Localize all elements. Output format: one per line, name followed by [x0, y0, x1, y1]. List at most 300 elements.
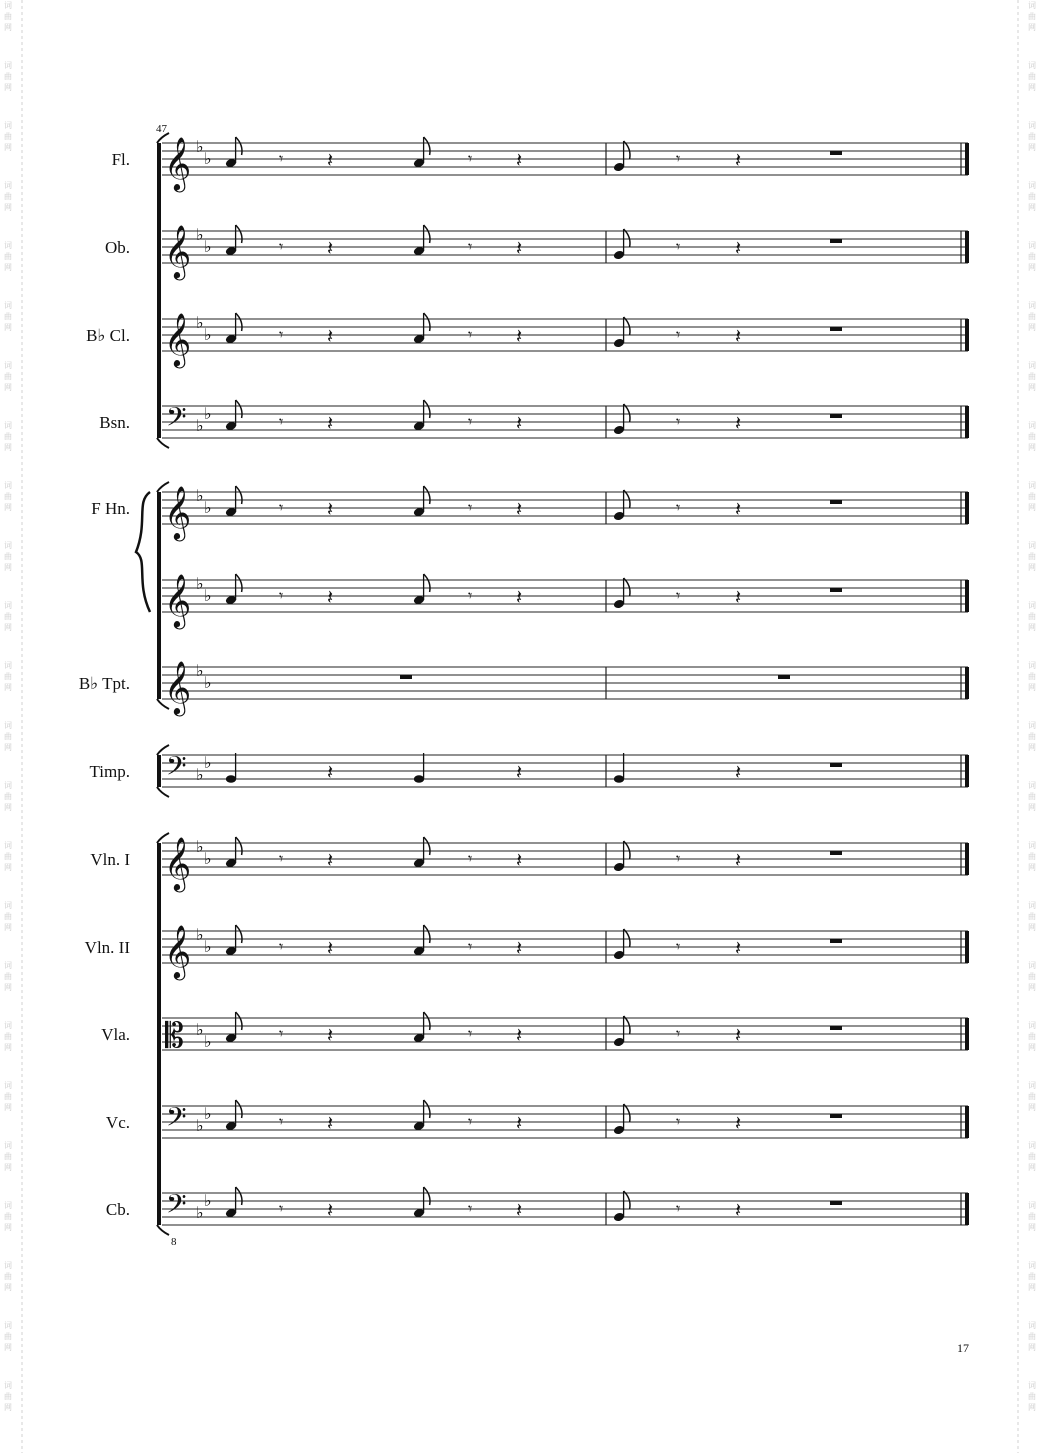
- eighth-rest-icon: 𝄾: [676, 937, 681, 956]
- watermark-char: 词: [1028, 721, 1036, 730]
- note-flag: [236, 837, 242, 855]
- watermark-char: 网: [1028, 983, 1036, 992]
- bass-clef-icon: 𝄢: [166, 401, 187, 439]
- treble-clef-icon: 𝄞: [164, 836, 192, 890]
- flat-icon: ♭: [196, 1020, 204, 1039]
- watermark-char: 曲: [1028, 1212, 1036, 1221]
- eighth-rest-icon: 𝄾: [676, 1024, 681, 1043]
- staff: [99, 400, 968, 439]
- treble-clef-icon: 𝄞: [164, 224, 192, 278]
- measure-number: 47: [156, 123, 167, 135]
- watermark-char: 词: [1028, 541, 1036, 550]
- note-flag: [236, 925, 242, 943]
- watermark-char: 词: [1028, 841, 1036, 850]
- flat-icon: ♭: [204, 849, 212, 868]
- watermark-char: 曲: [4, 552, 12, 561]
- staff: [90, 750, 968, 788]
- watermark-char: 词: [1028, 481, 1036, 490]
- note-flag: [424, 400, 430, 418]
- instrument-label: B♭ Tpt.: [78, 674, 130, 693]
- eighth-rest-icon: 𝄾: [468, 1112, 473, 1131]
- staff: [86, 312, 968, 368]
- whole-rest: [830, 327, 842, 331]
- flat-icon: ♭: [204, 1104, 212, 1123]
- watermark-char: 网: [4, 443, 12, 452]
- notehead: [226, 775, 236, 783]
- watermark-char: 词: [1028, 781, 1036, 790]
- watermark-char: 网: [4, 263, 12, 272]
- flat-icon: ♭: [204, 498, 212, 517]
- note-flag: [624, 490, 630, 508]
- flat-icon: ♭: [196, 486, 204, 505]
- quarter-rest-icon: 𝄽: [516, 1023, 523, 1047]
- bass-clef-icon: 𝄢: [166, 1101, 187, 1139]
- flat-icon: ♭: [196, 661, 204, 680]
- note-flag: [624, 317, 630, 335]
- note-flag: [624, 229, 630, 247]
- watermark-char: 曲: [1028, 192, 1036, 201]
- bass-clef-icon: 𝄢: [166, 1188, 187, 1226]
- quarter-rest-icon: 𝄽: [516, 585, 523, 609]
- watermark-char: 曲: [1028, 852, 1036, 861]
- note-flag: [624, 141, 630, 159]
- treble-clef-icon: 𝄞: [164, 660, 192, 714]
- watermark-char: 曲: [1028, 1152, 1036, 1161]
- note-flag: [624, 841, 630, 859]
- note-flag: [236, 1100, 242, 1118]
- watermark-char: 网: [1028, 683, 1036, 692]
- watermark-char: 词: [1028, 661, 1036, 670]
- watermark-char: 网: [4, 1343, 12, 1352]
- note-flag: [424, 486, 430, 504]
- note-flag: [236, 1012, 242, 1030]
- watermark-char: 网: [1028, 1403, 1036, 1412]
- watermark-char: 网: [1028, 743, 1036, 752]
- watermark-char: 曲: [4, 192, 12, 201]
- flat-icon: ♭: [196, 1203, 204, 1222]
- note-flag: [424, 837, 430, 855]
- eighth-rest-icon: 𝄾: [676, 237, 681, 256]
- watermark-char: 网: [4, 1043, 12, 1052]
- note-flag: [236, 137, 242, 155]
- note-flag: [624, 1104, 630, 1122]
- eighth-rest-icon: 𝄾: [279, 937, 284, 956]
- watermark-char: 网: [4, 1103, 12, 1112]
- watermark-char: 曲: [1028, 552, 1036, 561]
- eighth-rest-icon: 𝄾: [676, 586, 681, 605]
- whole-rest: [400, 675, 412, 679]
- instrument-label: Cb.: [105, 1200, 130, 1219]
- watermark-char: 词: [4, 781, 12, 790]
- watermark-char: 词: [4, 481, 12, 490]
- watermark-char: 曲: [1028, 12, 1036, 21]
- alto-clef-icon: 𝄡: [165, 1016, 184, 1056]
- watermark-char: 曲: [1028, 972, 1036, 981]
- watermark-char: 曲: [4, 852, 12, 861]
- watermark-char: 网: [1028, 1163, 1036, 1172]
- staff: [85, 924, 968, 980]
- watermark-char: 曲: [4, 1272, 12, 1281]
- note-flag: [236, 1187, 242, 1205]
- watermark-char: 词: [1028, 421, 1036, 430]
- watermark-char: 曲: [4, 792, 12, 801]
- watermark-char: 词: [4, 121, 12, 130]
- instrument-label: Vln. II: [84, 938, 130, 957]
- bracket-hook: [157, 787, 169, 797]
- watermark-char: 词: [1028, 601, 1036, 610]
- watermark-char: 曲: [1028, 1092, 1036, 1101]
- watermark-char: 网: [4, 563, 12, 572]
- watermark-char: 曲: [4, 1332, 12, 1341]
- watermark-char: 网: [1028, 203, 1036, 212]
- flat-icon: ♭: [204, 404, 212, 423]
- watermark-char: 网: [1028, 83, 1036, 92]
- watermark-char: 曲: [4, 312, 12, 321]
- bracket-hook: [157, 1225, 169, 1235]
- watermark-char: 词: [1028, 1081, 1036, 1090]
- watermark-char: 词: [4, 1081, 12, 1090]
- eighth-rest-icon: 𝄾: [279, 849, 284, 868]
- watermark-char: 网: [4, 863, 12, 872]
- eighth-rest-icon: 𝄾: [279, 325, 284, 344]
- watermark-char: 曲: [4, 972, 12, 981]
- flat-icon: ♭: [196, 837, 204, 856]
- eighth-rest-icon: 𝄾: [468, 849, 473, 868]
- quarter-rest-icon: 𝄽: [516, 497, 523, 521]
- quarter-rest-icon: 𝄽: [327, 1023, 334, 1047]
- watermark-char: 网: [1028, 1343, 1036, 1352]
- eighth-rest-icon: 𝄾: [279, 149, 284, 168]
- watermark-char: 网: [4, 503, 12, 512]
- watermark-char: 网: [1028, 923, 1036, 932]
- quarter-rest-icon: 𝄽: [735, 497, 742, 521]
- quarter-rest-icon: 𝄽: [327, 760, 334, 784]
- eighth-rest-icon: 𝄾: [468, 1024, 473, 1043]
- quarter-rest-icon: 𝄽: [516, 236, 523, 260]
- watermark-char: 网: [4, 23, 12, 32]
- watermark-char: 曲: [1028, 912, 1036, 921]
- instrument-label: Vln. I: [90, 850, 130, 869]
- quarter-rest-icon: 𝄽: [327, 848, 334, 872]
- flat-icon: ♭: [196, 1116, 204, 1135]
- watermark-char: 网: [1028, 623, 1036, 632]
- watermark-char: 网: [4, 1283, 12, 1292]
- watermark-char: 网: [1028, 263, 1036, 272]
- staff: [162, 573, 968, 629]
- quarter-rest-icon: 𝄽: [735, 1198, 742, 1222]
- watermark-char: 网: [1028, 503, 1036, 512]
- watermark-char: 曲: [1028, 432, 1036, 441]
- flat-icon: ♭: [204, 237, 212, 256]
- watermark-char: 网: [4, 1163, 12, 1172]
- watermark-char: 词: [4, 1141, 12, 1150]
- quarter-rest-icon: 𝄽: [735, 848, 742, 872]
- note-flag: [424, 137, 430, 155]
- whole-rest: [830, 1026, 842, 1030]
- flat-icon: ♭: [196, 137, 204, 156]
- watermark-char: 词: [4, 301, 12, 310]
- note-flag: [424, 574, 430, 592]
- watermark-char: 曲: [4, 732, 12, 741]
- note-flag: [624, 578, 630, 596]
- watermark-char: 网: [1028, 23, 1036, 32]
- eighth-rest-icon: 𝄾: [468, 586, 473, 605]
- watermark-char: 词: [1028, 1381, 1036, 1390]
- staff: [101, 1012, 968, 1056]
- whole-rest: [830, 1114, 842, 1118]
- note-flag: [236, 313, 242, 331]
- whole-rest: [830, 763, 842, 767]
- eighth-rest-icon: 𝄾: [279, 1024, 284, 1043]
- quarter-rest-icon: 𝄽: [735, 1111, 742, 1135]
- flat-icon: ♭: [196, 225, 204, 244]
- watermark-char: 曲: [1028, 1332, 1036, 1341]
- treble-clef-icon: 𝄞: [164, 485, 192, 539]
- quarter-rest-icon: 𝄽: [735, 324, 742, 348]
- watermark-char: 词: [4, 1, 12, 10]
- watermark-char: 曲: [1028, 372, 1036, 381]
- quarter-rest-icon: 𝄽: [516, 760, 523, 784]
- quarter-rest-icon: 𝄽: [516, 1198, 523, 1222]
- watermark-char: 网: [4, 623, 12, 632]
- note-flag: [424, 1100, 430, 1118]
- watermark-char: 曲: [1028, 1392, 1036, 1401]
- note-flag: [236, 486, 242, 504]
- watermark-char: 曲: [1028, 72, 1036, 81]
- note-flag: [424, 313, 430, 331]
- whole-rest: [830, 851, 842, 855]
- quarter-rest-icon: 𝄽: [516, 1111, 523, 1135]
- watermark-char: 曲: [4, 372, 12, 381]
- page-number: 17: [957, 1341, 969, 1355]
- eighth-rest-icon: 𝄾: [468, 412, 473, 431]
- quarter-rest-icon: 𝄽: [735, 1023, 742, 1047]
- whole-rest: [830, 239, 842, 243]
- horn-brace: [136, 492, 150, 612]
- eighth-rest-icon: 𝄾: [279, 1112, 284, 1131]
- eighth-rest-icon: 𝄾: [468, 498, 473, 517]
- watermark-char: 词: [1028, 1261, 1036, 1270]
- watermark-char: 曲: [1028, 312, 1036, 321]
- note-flag: [236, 574, 242, 592]
- quarter-rest-icon: 𝄽: [327, 148, 334, 172]
- watermark-char: 曲: [4, 612, 12, 621]
- eighth-rest-icon: 𝄾: [279, 498, 284, 517]
- flat-icon: ♭: [204, 1191, 212, 1210]
- watermark-char: 词: [1028, 961, 1036, 970]
- quarter-rest-icon: 𝄽: [735, 148, 742, 172]
- watermark-char: 曲: [1028, 732, 1036, 741]
- staves: [79, 136, 968, 1248]
- quarter-rest-icon: 𝄽: [516, 148, 523, 172]
- watermark-char: 曲: [1028, 1272, 1036, 1281]
- bracket-hook: [157, 438, 169, 448]
- watermark-char: 词: [4, 1021, 12, 1030]
- flat-icon: ♭: [204, 149, 212, 168]
- watermark-char: 网: [1028, 1223, 1036, 1232]
- watermark-char: 词: [4, 1381, 12, 1390]
- eighth-rest-icon: 𝄾: [676, 498, 681, 517]
- watermark-char: 网: [1028, 323, 1036, 332]
- watermark-char: 词: [4, 901, 12, 910]
- staff: [91, 485, 968, 541]
- watermark-char: 网: [4, 683, 12, 692]
- quarter-rest-icon: 𝄽: [516, 411, 523, 435]
- quarter-rest-icon: 𝄽: [735, 411, 742, 435]
- watermark-char: 词: [1028, 121, 1036, 130]
- watermark-char: 网: [4, 143, 12, 152]
- watermark-char: 曲: [4, 132, 12, 141]
- octave-mark: 8: [171, 1236, 177, 1248]
- watermark-char: 词: [4, 841, 12, 850]
- watermark-char: 曲: [1028, 792, 1036, 801]
- eighth-rest-icon: 𝄾: [676, 849, 681, 868]
- watermark-char: 词: [4, 181, 12, 190]
- watermark-char: 网: [1028, 863, 1036, 872]
- eighth-rest-icon: 𝄾: [468, 1199, 473, 1218]
- watermark-char: 曲: [1028, 672, 1036, 681]
- watermark-char: 词: [4, 61, 12, 70]
- watermark-char: 网: [4, 983, 12, 992]
- eighth-rest-icon: 𝄾: [279, 1199, 284, 1218]
- watermark-char: 网: [1028, 383, 1036, 392]
- eighth-rest-icon: 𝄾: [279, 237, 284, 256]
- watermark-char: 词: [4, 961, 12, 970]
- quarter-rest-icon: 𝄽: [327, 936, 334, 960]
- note-flag: [424, 1012, 430, 1030]
- flat-icon: ♭: [196, 574, 204, 593]
- watermark-char: 网: [1028, 1103, 1036, 1112]
- watermark-char: 词: [1028, 1201, 1036, 1210]
- quarter-rest-icon: 𝄽: [735, 236, 742, 260]
- watermark-char: 网: [4, 1223, 12, 1232]
- quarter-rest-icon: 𝄽: [516, 324, 523, 348]
- instrument-label: Fl.: [111, 150, 130, 169]
- flat-icon: ♭: [204, 586, 212, 605]
- note-flag: [236, 225, 242, 243]
- watermark-char: 词: [4, 241, 12, 250]
- note-flag: [624, 1191, 630, 1209]
- treble-clef-icon: 𝄞: [164, 136, 192, 190]
- watermark-char: 曲: [1028, 1032, 1036, 1041]
- flat-icon: ♭: [204, 1032, 212, 1051]
- eighth-rest-icon: 𝄾: [468, 237, 473, 256]
- instrument-label: F Hn.: [91, 499, 130, 518]
- watermark-char: 网: [1028, 143, 1036, 152]
- quarter-rest-icon: 𝄽: [327, 1198, 334, 1222]
- watermark-char: 网: [4, 803, 12, 812]
- note-flag: [624, 1016, 630, 1034]
- eighth-rest-icon: 𝄾: [468, 325, 473, 344]
- watermark-char: 网: [4, 203, 12, 212]
- eighth-rest-icon: 𝄾: [279, 412, 284, 431]
- whole-rest: [830, 1201, 842, 1205]
- quarter-rest-icon: 𝄽: [516, 848, 523, 872]
- eighth-rest-icon: 𝄾: [676, 412, 681, 431]
- eighth-rest-icon: 𝄾: [676, 325, 681, 344]
- watermark-char: 词: [1028, 1, 1036, 10]
- watermark-char: 词: [1028, 301, 1036, 310]
- quarter-rest-icon: 𝄽: [327, 497, 334, 521]
- instrument-label: B♭ Cl.: [86, 326, 130, 345]
- quarter-rest-icon: 𝄽: [735, 936, 742, 960]
- eighth-rest-icon: 𝄾: [676, 1199, 681, 1218]
- watermark-char: 网: [1028, 443, 1036, 452]
- staff: [79, 660, 968, 716]
- watermark-char: 网: [1028, 803, 1036, 812]
- quarter-rest-icon: 𝄽: [327, 585, 334, 609]
- whole-rest: [830, 939, 842, 943]
- watermark-char: 词: [4, 1321, 12, 1330]
- watermark-char: 曲: [4, 1392, 12, 1401]
- watermark-char: 曲: [4, 672, 12, 681]
- flat-icon: ♭: [204, 325, 212, 344]
- eighth-rest-icon: 𝄾: [676, 1112, 681, 1131]
- whole-rest: [830, 588, 842, 592]
- watermark-char: 词: [4, 1201, 12, 1210]
- watermark-char: 词: [1028, 181, 1036, 190]
- watermark-char: 曲: [4, 252, 12, 261]
- watermark-char: 词: [1028, 361, 1036, 370]
- watermark-char: 网: [4, 743, 12, 752]
- quarter-rest-icon: 𝄽: [327, 236, 334, 260]
- watermark-char: 曲: [1028, 132, 1036, 141]
- notehead: [414, 775, 424, 783]
- staff: [105, 224, 968, 280]
- bass-clef-icon: 𝄢: [166, 750, 187, 788]
- watermark-char: 曲: [1028, 492, 1036, 501]
- watermark-char: 词: [4, 541, 12, 550]
- watermark-char: 曲: [4, 1092, 12, 1101]
- watermark-char: 曲: [4, 492, 12, 501]
- flat-icon: ♭: [196, 765, 204, 784]
- watermark-char: 曲: [4, 912, 12, 921]
- watermark-char: 词: [4, 421, 12, 430]
- note-flag: [624, 404, 630, 422]
- quarter-rest-icon: 𝄽: [327, 411, 334, 435]
- note-flag: [424, 1187, 430, 1205]
- whole-rest: [830, 414, 842, 418]
- instrument-label: Ob.: [104, 238, 130, 257]
- note-flag: [236, 400, 242, 418]
- flat-icon: ♭: [204, 753, 212, 772]
- eighth-rest-icon: 𝄾: [676, 149, 681, 168]
- note-flag: [424, 925, 430, 943]
- watermark-char: 词: [4, 661, 12, 670]
- watermark-char: 曲: [1028, 612, 1036, 621]
- staff: [112, 136, 968, 192]
- staff: [106, 1187, 968, 1248]
- watermark-char: 词: [1028, 1141, 1036, 1150]
- watermark-char: 网: [4, 383, 12, 392]
- watermark-char: 词: [1028, 1021, 1036, 1030]
- flat-icon: ♭: [196, 416, 204, 435]
- whole-rest: [830, 151, 842, 155]
- watermark-char: 曲: [4, 1152, 12, 1161]
- flat-icon: ♭: [196, 925, 204, 944]
- notehead: [614, 775, 624, 783]
- watermark-char: 曲: [4, 12, 12, 21]
- note-flag: [424, 225, 430, 243]
- watermark-char: 曲: [1028, 252, 1036, 261]
- watermark-char: 网: [4, 323, 12, 332]
- eighth-rest-icon: 𝄾: [468, 937, 473, 956]
- quarter-rest-icon: 𝄽: [327, 1111, 334, 1135]
- watermark-char: 词: [4, 721, 12, 730]
- staff: [90, 836, 968, 892]
- watermark-char: 网: [4, 83, 12, 92]
- treble-clef-icon: 𝄞: [164, 312, 192, 366]
